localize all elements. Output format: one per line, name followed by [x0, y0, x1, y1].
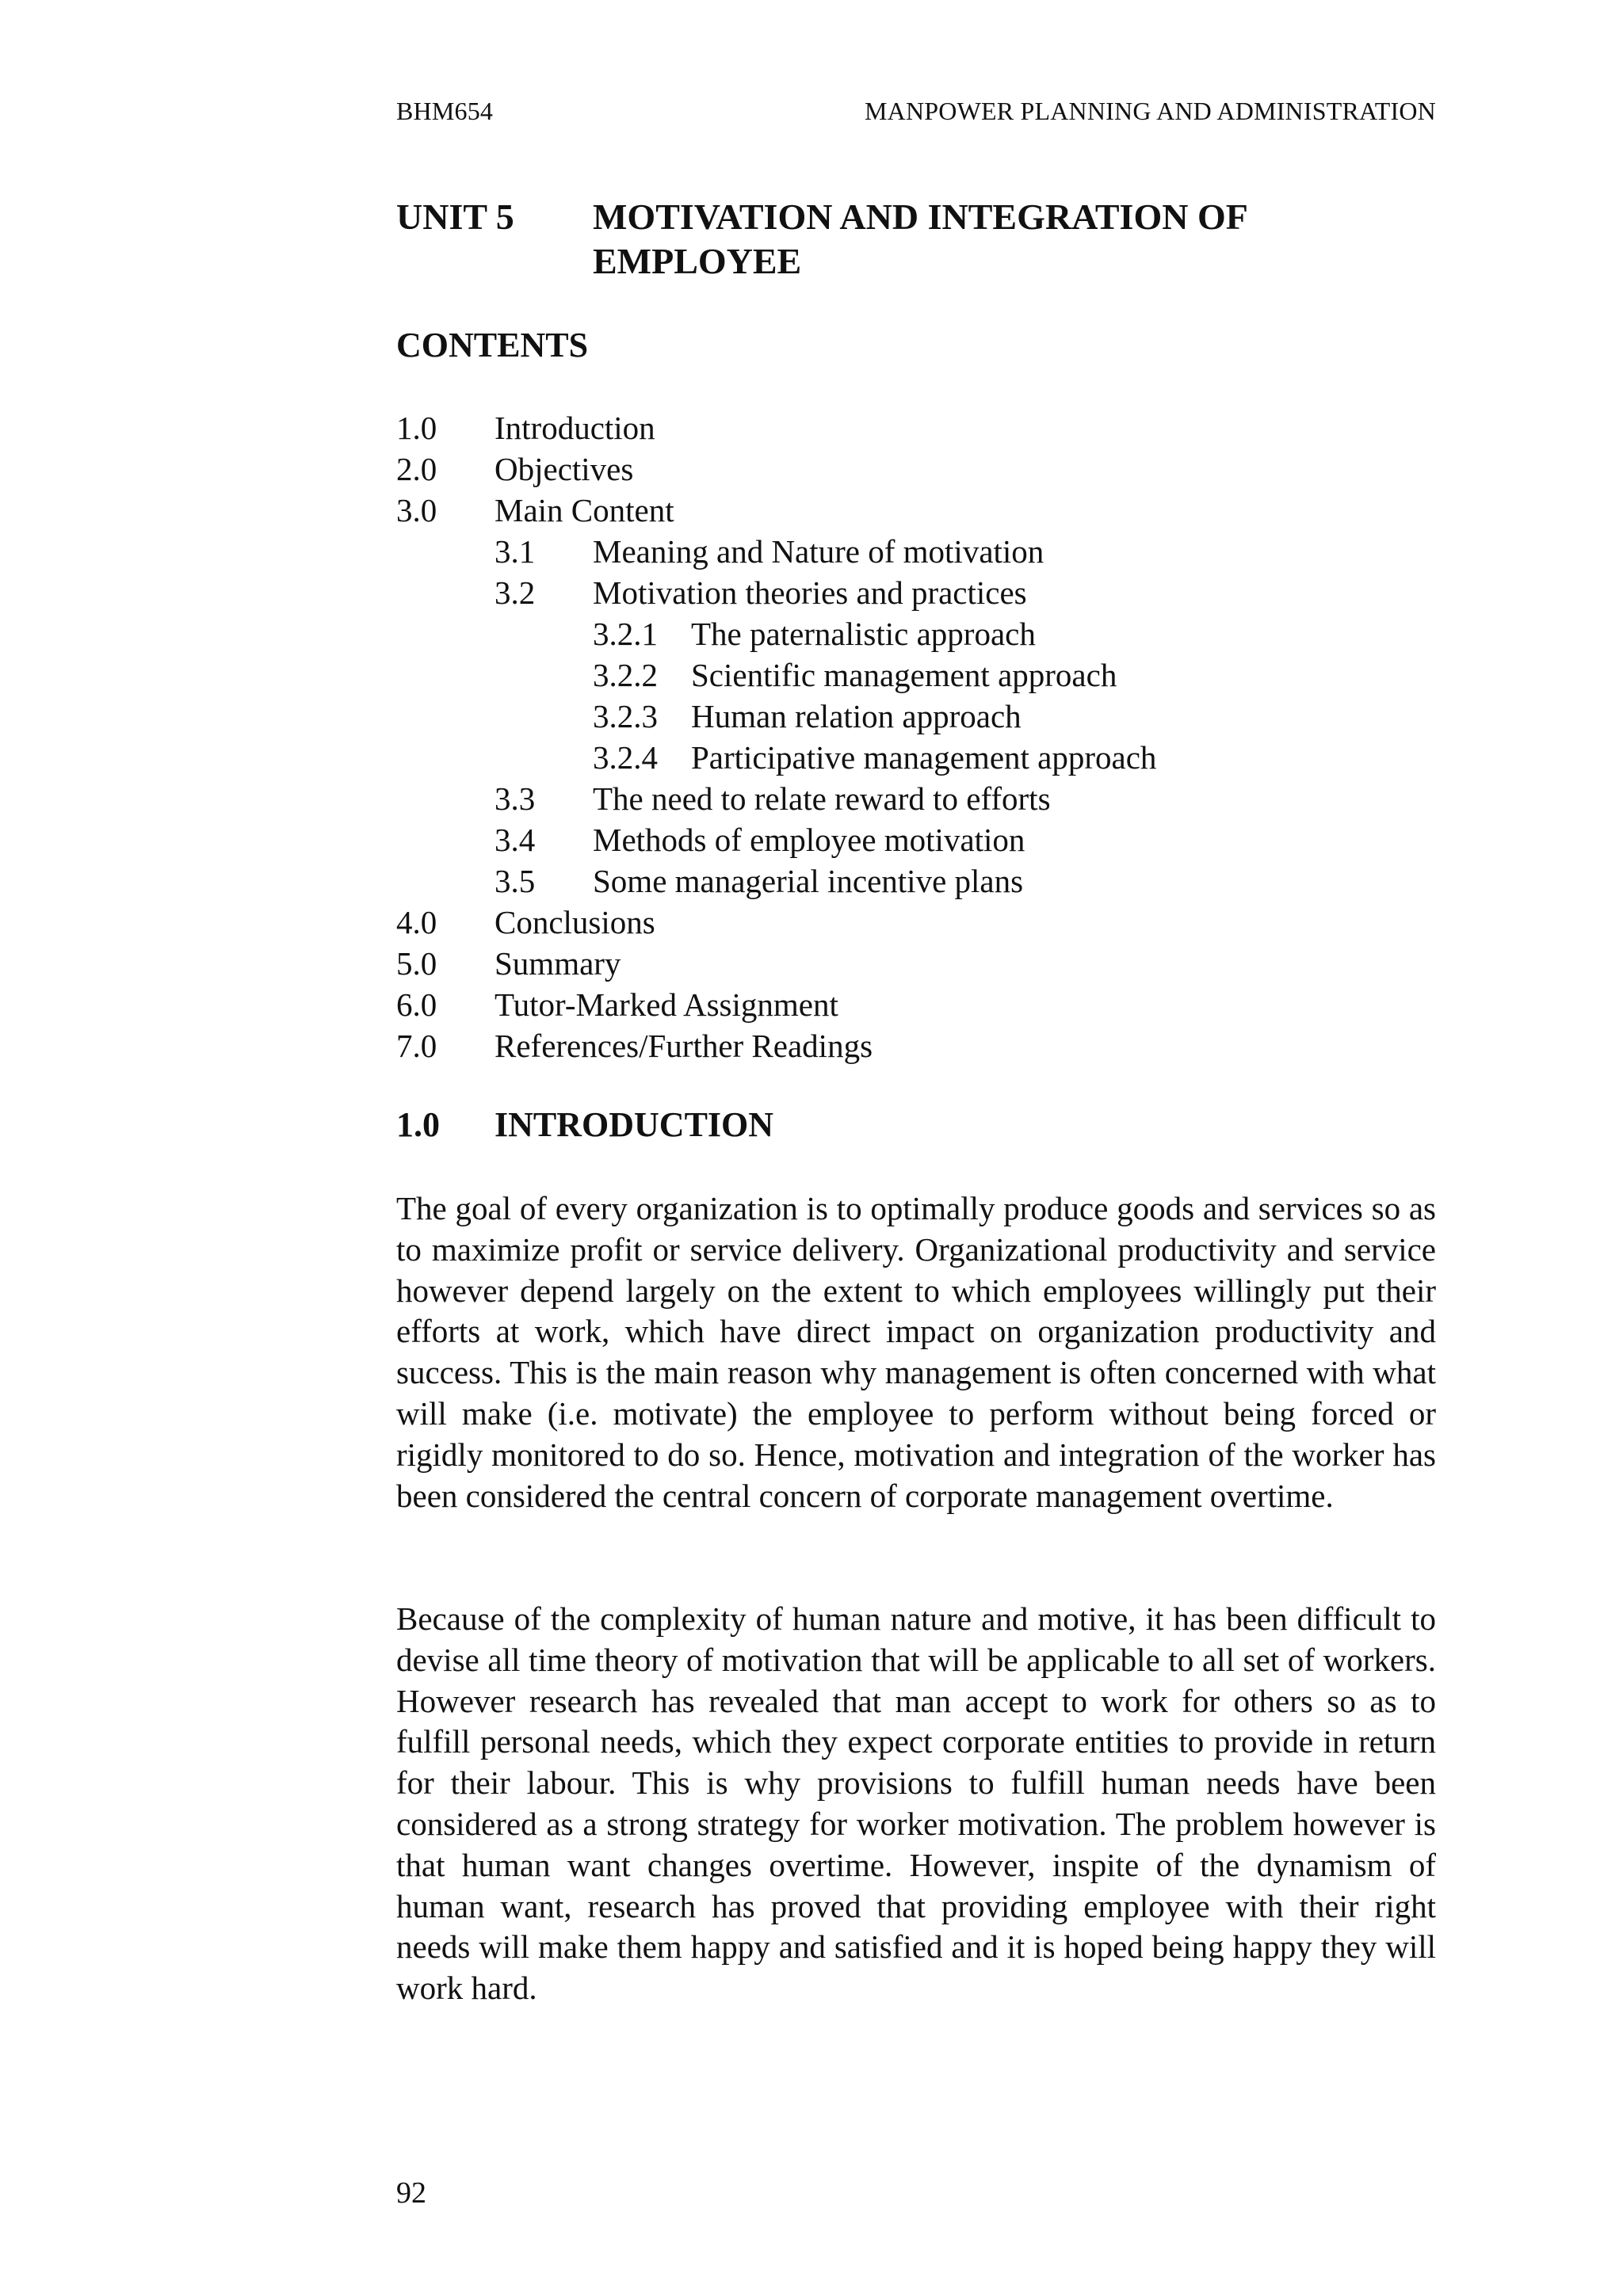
toc-entry-title: Introduction [495, 410, 655, 446]
toc-entry-number: 5.0 [396, 945, 437, 982]
toc-entry-number: 2.0 [396, 451, 437, 487]
toc-entry [396, 572, 1156, 613]
toc-entry-number: 3.2.4 [593, 739, 658, 776]
toc-entry-number: 3.1 [495, 533, 536, 570]
toc-entry-title: Meaning and Nature of motivation [593, 533, 1044, 570]
course-title: MANPOWER PLANNING AND ADMINISTRATION [865, 97, 1436, 125]
toc-entry-number: 3.4 [495, 822, 536, 858]
table-of-contents [396, 407, 1156, 1066]
toc-entry-title: The paternalistic approach [691, 616, 1036, 652]
toc-entry-title: Scientific management approach [691, 657, 1117, 693]
running-header [396, 97, 1436, 126]
toc-entry [396, 613, 1156, 654]
toc-entry [396, 490, 1156, 531]
toc-entry [396, 943, 1156, 984]
course-code: BHM654 [396, 97, 494, 125]
toc-entry-number: 3.5 [495, 863, 536, 899]
toc-entry [396, 984, 1156, 1025]
toc-entry [396, 778, 1156, 819]
toc-entry-title: Some managerial incentive plans [593, 863, 1024, 899]
toc-entry-number: 3.2.2 [593, 657, 658, 693]
toc-entry-title: Summary [495, 945, 621, 982]
page-number: 92 [396, 2176, 426, 2210]
toc-entry-title: References/Further Readings [495, 1028, 873, 1064]
introduction-paragraph-2: Because of the complexity of human nature and motive, it has been difficult to devise all time theory of motivation that will be applicable to all set of workers. However research has revealed that man accept to work for others so as to fulfill personal needs, which they expect corporate entities to provide in return for their labour. This is why provisions to fulfill human needs have been considered as a strong strategy for worker motivation. The problem however is that human want changes overtime. However, inspite of the dynamism of human want, research has proved that providing employee with their right needs will make them happy and satisfied and it is hoped being happy they will work hard. [396, 1600, 1436, 2007]
toc-entry-title: The need to relate reward to efforts [593, 780, 1051, 817]
unit-title: MOTIVATION AND INTEGRATION OF EMPLOYEE [593, 196, 1247, 281]
toc-entry-title: Human relation approach [691, 698, 1022, 734]
toc-entry-title: Main Content [495, 492, 674, 528]
unit-heading [396, 195, 1346, 284]
toc-entry-number: 4.0 [396, 904, 437, 940]
toc-entry [396, 737, 1156, 778]
contents-heading: CONTENTS [396, 326, 589, 364]
toc-entry-number: 3.2.3 [593, 698, 658, 734]
toc-entry [396, 654, 1156, 696]
section-title: INTRODUCTION [495, 1105, 774, 1144]
toc-entry-number: 7.0 [396, 1028, 437, 1064]
toc-entry-title: Tutor-Marked Assignment [495, 986, 838, 1023]
toc-entry [396, 696, 1156, 737]
toc-entry-number: 3.0 [396, 492, 437, 528]
toc-entry [396, 902, 1156, 943]
toc-entry [396, 407, 1156, 448]
toc-entry-title: Conclusions [495, 904, 655, 940]
toc-entry-number: 1.0 [396, 410, 437, 446]
toc-entry-title: Methods of employee motivation [593, 822, 1025, 858]
toc-entry [396, 531, 1156, 572]
toc-entry-number: 6.0 [396, 986, 437, 1023]
toc-entry-number: 3.3 [495, 780, 536, 817]
introduction-heading [396, 1104, 773, 1145]
toc-entry-number: 3.2.1 [593, 616, 658, 652]
unit-label: UNIT 5 [396, 196, 514, 237]
toc-entry-title: Participative management approach [691, 739, 1157, 776]
toc-entry-title: Objectives [495, 451, 634, 487]
section-number: 1.0 [396, 1105, 440, 1144]
toc-entry-title: Motivation theories and practices [593, 574, 1027, 611]
toc-entry [396, 819, 1156, 860]
introduction-paragraph-1: The goal of every organization is to optimally produce goods and services so as to maximize profit or service delivery. Organizational productivity and service however depend largely on the extent to which employees willingly put their efforts at work, which have direct impact on organization productivity and success. This is the main reason why management is often concerned with what will make (i.e. motivate) the employee to perform without being forced or rigidly monitored to do so. Hence, motivation and integration of the worker has been considered the central concern of corporate management overtime. [396, 1190, 1436, 1514]
toc-entry [396, 860, 1156, 902]
toc-entry-number: 3.2 [495, 574, 536, 611]
toc-entry [396, 1025, 1156, 1066]
toc-entry [396, 448, 1156, 490]
